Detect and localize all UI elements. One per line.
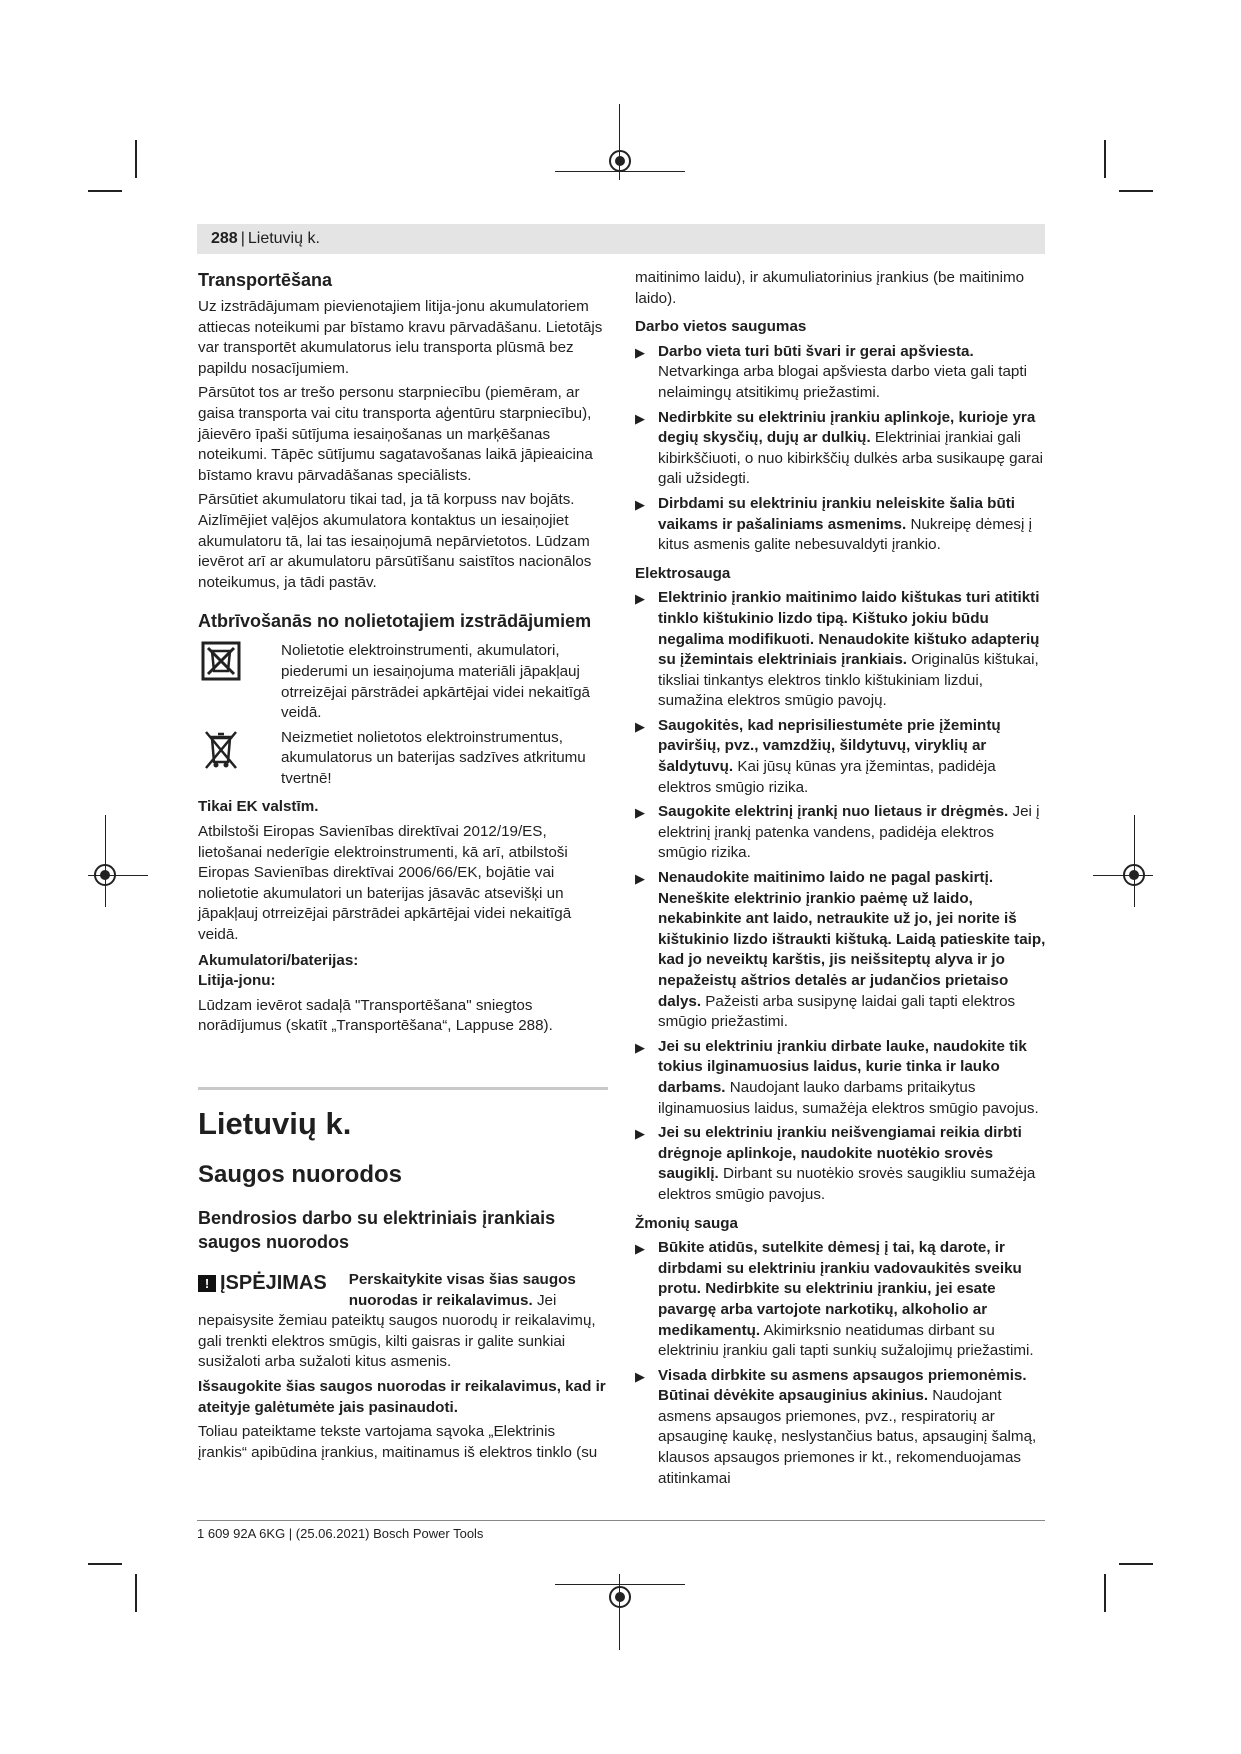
people-title: Žmonių sauga	[635, 1214, 738, 1232]
warning-label-text: ĮSPĖJIMAS	[220, 1272, 327, 1294]
registration-mark-icon	[1123, 864, 1145, 886]
crop-mark	[1119, 1563, 1153, 1565]
item-bold: Visada dirbkite su asmens apsaugos priemonėmis. Būtinai dėvėkite apsauginius akinius.	[658, 1366, 1027, 1405]
registration-mark-icon	[94, 864, 116, 886]
paragraph: Lūdzam ievērot sadaļā "Transportēšana" sniegtos norādījumus (skatīt „Transportēšana“, Lappuse 288).	[198, 996, 553, 1035]
general-safety-title: Bendrosios darbo su elektriniais įrankiais saugos nuorodos	[198, 1208, 556, 1252]
footer-rule	[197, 1520, 1045, 1521]
arrow-icon: ▶	[635, 410, 645, 426]
item-text: Originalūs kištukai, tiksliai tinkantys elektros tinklo kištukiniam lizdui, sumažina elektros smūgio pavojų.	[658, 651, 1039, 710]
section-title-disposal: Atbrīvošanās no nolietotajiem izstrādājumiem	[198, 611, 592, 632]
crop-mark	[135, 1574, 137, 1612]
page-number: 288	[211, 230, 238, 247]
section-divider	[198, 1087, 608, 1090]
header-language: Lietuvių k.	[247, 230, 320, 247]
warning-label	[198, 1271, 327, 1295]
paragraph: Toliau pateiktame tekste vartojama sąvoka „Elektrinis įrankis“ apibūdina įrankius, maitinamus iš elektros tinklo (su	[198, 1423, 598, 1461]
item-bold: Nenaudokite maitinimo laido ne pagal paskirtį. Neneškite elektrinio įrankio paėmę už laido, nekabinkite ant laido, netraukite už jo, jei norite iš kištukinio lizdo ištraukti kištuką. Laidą patieskite taip, kad jo neveiktų karštis, jis neišsiteptų alyva ir jo nepažeistų aštrios detalės ar judančios prietaiso dalys.	[658, 869, 1046, 1010]
disposal-symbol-text: Nolietotie elektroinstrumenti, akumulatori, piederumi un iesaiņojuma materiāli jāpakļauj otrreizējai pārstrādei apkārtējai videi nekaitīgā veidā.	[281, 642, 590, 722]
item-text: Jei į elektrinį įrankį patenka vandens, padidėja elektros smūgio rizika.	[658, 803, 1040, 862]
ek-title: Tikai EK valstīm.	[198, 798, 319, 816]
keep-instructions: Išsaugokite šias saugos nuorodas ir reikalavimus, kad ir ateityje galėtumėte jais pasinaudoti.	[198, 1377, 606, 1416]
list-item	[635, 408, 1047, 490]
batteries-title: Akumulatori/baterijas:	[198, 951, 359, 969]
list-item	[635, 1123, 1047, 1205]
list-item	[635, 868, 1047, 1033]
paragraph: maitinimo laidu), ir akumuliatorinius įrankius (be maitinimo laido).	[635, 269, 1025, 307]
warning-icon: !	[198, 1275, 216, 1292]
arrow-icon: ▶	[635, 344, 645, 360]
registration-line	[105, 815, 106, 907]
item-bold: Elektrinio įrankio maitinimo laido kištukas turi atitikti tinklo kištukinio lizdo tipą. Kištuko jokiu būdu negalima modifikuoti. Nenaudokite kištuko adapterių su įžemintais elektriniais įrankiais.	[658, 589, 1040, 669]
item-text: Netvarkinga arba blogai apšviesta darbo vieta gali tapti nelaimingų atsitikimų priežastimi.	[658, 363, 1027, 401]
arrow-icon: ▶	[635, 805, 645, 821]
item-text: Naudojant asmens apsaugos priemones, pvz., respiratorių ar apsauginę kaukę, neslystančius batus, apsauginį šalmą, klausos apsaugos priemones ir kt., rekomenduojamas atitinkamai	[658, 1387, 1037, 1487]
paragraph: Atbilstoši Eiropas Savienības direktīvai 2012/19/ES, lietošanai nederīgie elektroinstrumenti, kā arī, atbilstoši Eiropas Savienības direktīvai 2006/66/EK, bojātie vai nolietotie akumulatori un baterijas jāsavāc atsevišķi un jāpakļauj otrreizējai pārstrādei apkārtējai videi nekaitīgā veidā.	[198, 823, 572, 944]
item-bold: Būkite atidūs, sutelkite dėmesį į tai, ką darote, ir dirbdami su elektriniu įrankiu vadovaukitės sveiku protu. Nedirbkite su elektriniu įrankiu, jei esate pavargę arba vartojote narkotikų, alkoholio ar medikamentų.	[658, 1239, 1022, 1339]
item-text: Akimirksnio neatidumas dirbant su elektriniu įrankiu gali tapti sunkių sužalojimų priežastimi.	[658, 1321, 1034, 1360]
warning-body: Jei nepaisysite žemiau pateiktų saugos nuorodų ir reikalavimų, gali trenkti elektros smūgis, kilti gaisras ir galite sunkiai susižaloti arba sužaloti kitus asmenis.	[198, 1291, 596, 1371]
disposal-symbol-row	[198, 728, 608, 790]
disposal-symbol-text: Neizmetiet nolietotos elektroinstrumentus, akumulatorus un baterijas sadzīves atkritumu tvertnē!	[281, 728, 586, 787]
list-item	[635, 342, 1047, 404]
right-column	[635, 268, 1047, 1493]
disposal-symbol-row	[198, 641, 608, 723]
item-text: Nukreipę dėmesį į kitus asmenis galite nebesuvaldyti įrankio.	[658, 515, 1032, 554]
arrow-icon: ▶	[635, 1368, 645, 1384]
safety-title: Saugos nuorodos	[198, 1161, 402, 1188]
list-item	[635, 716, 1047, 798]
registration-mark-icon	[609, 1586, 631, 1608]
paragraph: Pārsūtot tos ar trešo personu starpniecību (piemēram, ar gaisa transporta vai citu transporta aģentūru starpniecību), jāievēro īpaši sūtījuma iesaiņošanas un marķēšanas noteikumi. Tāpēc sūtījumu sagatavošanas laikā jāpieaicina bīstamo kravu pārvadāšanas speciālists.	[198, 384, 593, 484]
list-item	[635, 1366, 1047, 1490]
arrow-icon: ▶	[635, 871, 645, 887]
crossed-bin-icon	[201, 728, 241, 772]
item-bold: Jei su elektriniu įrankiu dirbate lauke, naudokite tik tokius ilginamuosius laidus, kurie tinka ir lauko darbams.	[658, 1037, 1027, 1096]
item-text: Kai jūsų kūnas yra įžemintas, padidėja elektros smūgio rizika.	[658, 758, 996, 796]
arrow-icon: ▶	[635, 1126, 645, 1142]
page-header-bar	[197, 224, 1045, 254]
item-bold: Darbo vieta turi būti švari ir gerai apšviesta.	[658, 342, 974, 360]
crop-mark	[1119, 190, 1153, 192]
arrow-icon: ▶	[635, 591, 645, 607]
arrow-icon: ▶	[635, 718, 645, 734]
item-bold: Saugokite elektrinį įrankį nuo lietaus ir drėgmės.	[658, 803, 1009, 821]
paragraph	[198, 1377, 608, 1418]
item-bold: Dirbdami su elektriniu įrankiu neleiskite šalia būti vaikams ir pašaliniams asmenims.	[658, 494, 1016, 533]
item-bold: Nedirbkite su elektriniu įrankiu aplinkoje, kurioje yra degių skysčių, dujų ar dulkių.	[658, 408, 1036, 447]
list-item	[635, 1037, 1047, 1119]
item-text: Naudojant lauko darbams pritaikytus ilginamuosius laidus, sumažėja elektros smūgio pavojus.	[658, 1078, 1039, 1117]
item-bold: Saugokitės, kad neprisiliestumėte prie įžemintų paviršių, pvz., vamzdžių, šildytuvų, viryklių ar šaldytuvų.	[658, 716, 1001, 776]
paragraph: Uz izstrādājumam pievienotajiem litija-jonu akumulatoriem attiecas noteikumi par bīstamo kravu pārvadāšanu. Lietotājs var transportēt akumulatorus ielu transporta plūsmā bez papildu nosacījumiem.	[198, 298, 603, 377]
arrow-icon: ▶	[635, 496, 645, 512]
item-text: Pažeisti arba susipynę laidai gali tapti elektros smūgio priežastimi.	[658, 992, 1016, 1031]
electric-title: Elektrosauga	[635, 564, 731, 582]
list-item	[635, 802, 1047, 864]
warning-block	[198, 1270, 608, 1373]
item-bold: Jei su elektriniu įrankiu neišvengiamai reikia dirbti drėgnoje aplinkoje, naudokite nuotėkio srovės saugiklį.	[658, 1124, 1022, 1183]
list-item	[635, 494, 1047, 556]
language-title: Lietuvių k.	[198, 1106, 352, 1141]
crop-mark	[88, 190, 122, 192]
list-item	[635, 1238, 1047, 1362]
registration-mark-icon	[609, 150, 631, 172]
crop-mark	[88, 1563, 122, 1565]
left-column	[198, 268, 608, 1467]
page-header	[211, 230, 320, 248]
crop-mark	[135, 140, 137, 178]
page-footer: 1 609 92A 6KG | (25.06.2021) Bosch Power Tools	[197, 1526, 484, 1541]
registration-line	[1134, 815, 1135, 907]
crop-mark	[1104, 140, 1106, 178]
crop-mark	[1104, 1574, 1106, 1612]
arrow-icon: ▶	[635, 1241, 645, 1257]
registration-line	[555, 1584, 685, 1585]
li-ion-title: Litija-jonu:	[198, 972, 276, 990]
no-waste-icon	[201, 641, 241, 681]
section-title-transport: Transportēšana	[198, 270, 333, 290]
item-text: Elektriniai įrankiai gali kibirkščiuoti, o nuo kibirkščių dulkės arba susikaupę garai gali užsidegti.	[658, 429, 1043, 488]
warning-bold: Perskaitykite visas šias saugos nuorodas ir reikalavimus.	[348, 1271, 576, 1309]
item-text: Dirbant su nuotėkio srovės saugikliu sumažėja elektros smūgio pavojus.	[658, 1165, 1036, 1203]
list-item	[635, 588, 1047, 712]
workplace-title: Darbo vietos saugumas	[635, 318, 807, 336]
arrow-icon: ▶	[635, 1039, 645, 1055]
header-separator: |	[240, 230, 245, 247]
paragraph: Pārsūtiet akumulatoru tikai tad, ja tā korpuss nav bojāts. Aizlīmējiet vaļējos akumulatora kontaktus un iesaiņojiet akumulatoru tā, lai tas iesaiņojumā nepārvietotos. Lūdzam ievērot arī ar akumulatoru pārsūtīšanu saistītos nacionālos noteikumus, ja tādi pastāv.	[198, 491, 592, 591]
